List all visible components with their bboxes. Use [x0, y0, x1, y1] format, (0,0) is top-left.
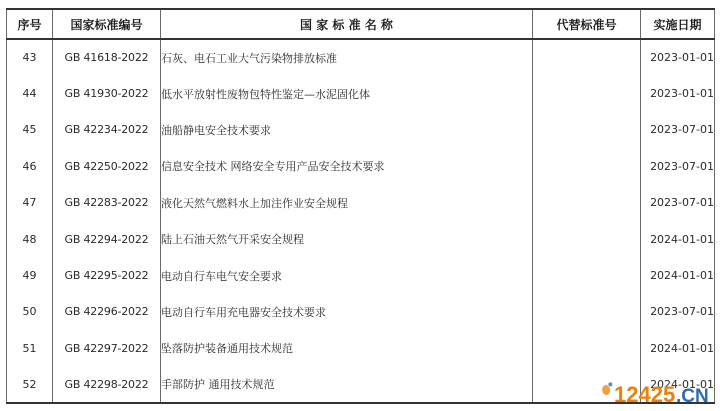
table-row: [7, 221, 715, 257]
cell-serial-number: 44: [7, 75, 53, 111]
cell-standard-name: 石灰、电石工业大气污染物排放标准: [161, 39, 533, 75]
cell-replaced-standard: [533, 294, 641, 330]
cell-serial-number: 51: [7, 330, 53, 366]
cell-effective-date: 2024-01-01: [641, 221, 715, 257]
cell-effective-date: 2024-01-01: [641, 330, 715, 366]
cell-standard-name: 电动自行车用充电器安全技术要求: [161, 294, 533, 330]
cell-standard-code: GB 42283-2022: [53, 185, 161, 221]
table-row: [7, 294, 715, 330]
cell-replaced-standard: [533, 75, 641, 111]
cell-standard-name: 陆上石油天然气开采安全规程: [161, 221, 533, 257]
cell-standard-name: 液化天然气燃料水上加注作业安全规程: [161, 185, 533, 221]
header-serial-number: 序号: [7, 9, 53, 39]
site-watermark-logo: [598, 379, 716, 409]
table-header: [7, 9, 715, 39]
cell-standard-code: GB 42295-2022: [53, 257, 161, 293]
cell-serial-number: 49: [7, 257, 53, 293]
cell-serial-number: 52: [7, 367, 53, 403]
cell-standard-name: 坠落防护装备通用技术规范: [161, 330, 533, 366]
cell-replaced-standard: [533, 185, 641, 221]
cell-effective-date: 2024-01-01: [641, 257, 715, 293]
cell-standard-name: 油船静电安全技术要求: [161, 112, 533, 148]
cell-effective-date: 2023-01-01: [641, 75, 715, 111]
cell-standard-name: 手部防护 通用技术规范: [161, 367, 533, 403]
cell-effective-date: 2023-07-01: [641, 185, 715, 221]
table-body: [7, 39, 715, 403]
cell-replaced-standard: [533, 330, 641, 366]
cell-standard-code: GB 41618-2022: [53, 39, 161, 75]
cell-replaced-standard: [533, 112, 641, 148]
header-standard-name: 国 家 标 准 名 称: [161, 9, 533, 39]
table-row: [7, 257, 715, 293]
cell-serial-number: 47: [7, 185, 53, 221]
cell-replaced-standard: [533, 148, 641, 184]
cell-standard-code: GB 42294-2022: [53, 221, 161, 257]
cell-replaced-standard: [533, 257, 641, 293]
cell-standard-code: GB 42297-2022: [53, 330, 161, 366]
cell-serial-number: 48: [7, 221, 53, 257]
table-row: [7, 330, 715, 366]
table-row: [7, 185, 715, 221]
cell-standard-code: GB 42296-2022: [53, 294, 161, 330]
cell-effective-date: 2024-01-01: [641, 367, 715, 403]
cell-effective-date: 2023-07-01: [641, 294, 715, 330]
header-standard-code: 国家标准编号: [53, 9, 161, 39]
cell-serial-number: 50: [7, 294, 53, 330]
cell-serial-number: 46: [7, 148, 53, 184]
table-row: [7, 112, 715, 148]
cell-standard-name: 低水平放射性废物包特性鉴定—水泥固化体: [161, 75, 533, 111]
header-row: [7, 9, 715, 39]
cell-standard-code: GB 42250-2022: [53, 148, 161, 184]
table-row: [7, 148, 715, 184]
cell-standard-code: GB 42298-2022: [53, 367, 161, 403]
cell-effective-date: 2023-07-01: [641, 112, 715, 148]
cell-replaced-standard: [533, 39, 641, 75]
header-replaced-standard: 代替标准号: [533, 9, 641, 39]
cell-effective-date: 2023-07-01: [641, 148, 715, 184]
cell-standard-code: GB 42234-2022: [53, 112, 161, 148]
cell-standard-name: 电动自行车电气安全要求: [161, 257, 533, 293]
watermark-digits: 12425: [614, 382, 676, 407]
table-row: [7, 75, 715, 111]
cell-serial-number: 45: [7, 112, 53, 148]
watermark-suffix: .CN: [676, 386, 709, 407]
table-row: [7, 39, 715, 75]
cell-serial-number: 43: [7, 39, 53, 75]
standards-table: [6, 8, 715, 404]
header-effective-date: 实施日期: [641, 9, 715, 39]
cell-standard-name: 信息安全技术 网络安全专用产品安全技术要求: [161, 148, 533, 184]
cell-replaced-standard: [533, 221, 641, 257]
cell-effective-date: 2023-01-01: [641, 39, 715, 75]
cell-standard-code: GB 41930-2022: [53, 75, 161, 111]
